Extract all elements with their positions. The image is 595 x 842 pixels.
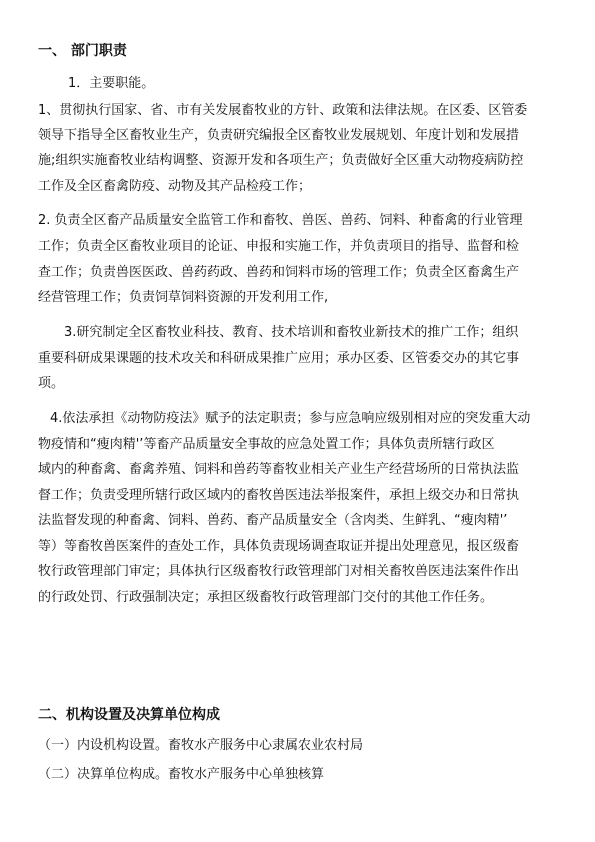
paragraph-line: 查工作；负责兽医医政、兽药药政、兽药和饲料市场的管理工作；负责全区畜禽生产 bbox=[38, 265, 520, 280]
paragraph-line: 工作及全区畜禽防疫、动物及其产品检疫工作； bbox=[38, 179, 312, 194]
paragraph-line: 牧行政管理部门审定；具体执行区级畜牧行政管理部门对相关畜牧兽医违法案件作出 bbox=[38, 564, 520, 579]
section-heading-duties: 一、 部门职责 bbox=[38, 43, 127, 59]
paragraph-line: 物疫情和“瘦肉精'’等畜产品质量安全事故的应急处置工作；具体负责所辖行政区 bbox=[38, 437, 495, 452]
list-item: （二）决算单位构成。畜牧水产服务中心单独核算 bbox=[38, 767, 325, 782]
paragraph-line: 经营管理工作；负责饲草饲料资源的开发利用工作, bbox=[38, 290, 329, 305]
paragraph-line: 施;组织实施畜牧业结构调整、资源开发和各项生产；负责做好全区重大动物疫病防控 bbox=[38, 153, 524, 168]
paragraph-line: 重要科研成果课题的技术攻关和科研成果推广应用；承办区委、区管委交办的其它事 bbox=[38, 351, 520, 366]
paragraph-line: 督工作；负责受理所辖行政区域内的畜牧兽医违法举报案件，承担上级交办和日常执 bbox=[38, 488, 520, 503]
paragraph-line: 的行政处罚、行政强制决定；承担区级畜牧行政管理部门交付的其他工作任务。 bbox=[38, 590, 494, 605]
paragraph-line: 2. 负责全区畜产品质量安全监管工作和畜牧、兽医、兽药、饲料、种畜禽的行业管理 bbox=[38, 213, 523, 228]
paragraph-line: 法监督发现的种畜禽、饲料、兽药、畜产品质量安全（含肉类、生鲜乳、“瘦肉精'’ bbox=[38, 513, 508, 528]
section-heading-organization: 二、机构设置及决算单位构成 bbox=[38, 707, 220, 723]
paragraph-line: 1、贯彻执行国家、省、市有关发展畜牧业的方针、政策和法律法规。在区委、区管委 bbox=[38, 103, 528, 118]
paragraph-line: 3.研究制定全区畜牧业科技、教育、技术培训和畜牧业新技术的推广工作；组织 bbox=[64, 325, 519, 340]
subheading-main-functions: 1．主要职能。 bbox=[68, 76, 155, 91]
paragraph-line: 工作；负责全区畜牧业项目的论证、申报和实施工作，并负责项目的指导、监督和检 bbox=[38, 239, 520, 254]
list-item: （一）内设机构设置。畜牧水产服务中心隶属农业农村局 bbox=[38, 738, 364, 753]
paragraph-line: 4.依法承担《动物防疫法》赋予的法定职责；参与应急响应级别相对应的突发重大动 bbox=[50, 411, 531, 426]
paragraph-line: 等）等畜牧兽医案件的查处工作，具体负责现场调查取证并提出处理意见，报区级畜 bbox=[38, 539, 520, 554]
paragraph-line: 域内的种畜禽、畜禽养殖、饲料和兽药等畜牧业相关产业生产经营场所的日常执法监 bbox=[38, 462, 520, 477]
paragraph-line: 领导下指导全区畜牧业生产，负责研究编报全区畜牧业发展规划、年度计划和发展措 bbox=[38, 128, 520, 143]
paragraph-line: 项。 bbox=[38, 376, 65, 391]
